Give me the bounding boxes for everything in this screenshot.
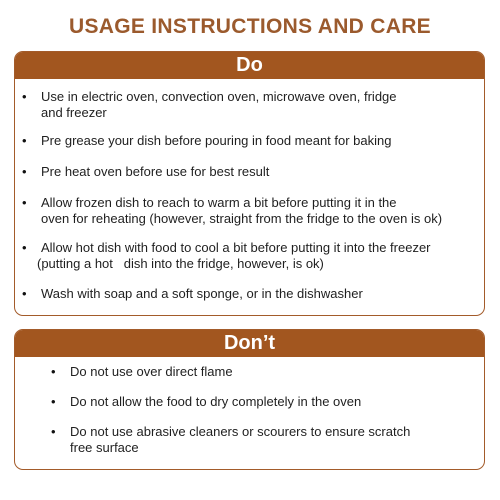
list-item (22, 195, 443, 227)
bullet-icon: • (22, 286, 27, 301)
item-text: Wash with soap and a soft sponge, or in the dishwasher (41, 286, 363, 301)
list-item (51, 424, 411, 456)
item-text: Pre grease your dish before pouring in food meant for baking (41, 133, 392, 148)
list-item (22, 286, 363, 302)
bullet-icon: • (22, 195, 27, 210)
bullet-icon: • (22, 89, 27, 104)
list-item (22, 133, 392, 149)
list-item (22, 89, 397, 121)
do-header: Do (15, 52, 484, 79)
bullet-icon: • (22, 240, 27, 255)
dont-card (14, 329, 485, 470)
item-text-continued: and freezer (41, 105, 107, 120)
item-text-continued: oven for reheating (however, straight from the fridge to the oven is ok) (41, 211, 443, 226)
item-text-continued: (putting a hot dish into the fridge, however, is ok) (37, 256, 324, 271)
bullet-icon: • (22, 133, 27, 148)
item-text: Allow frozen dish to reach to warm a bit before putting it in the (41, 195, 397, 210)
bullet-icon: • (51, 424, 56, 439)
bullet-icon: • (51, 364, 56, 379)
bullet-icon: • (22, 164, 27, 179)
bullet-icon: • (51, 394, 56, 409)
item-text: Use in electric oven, convection oven, microwave oven, fridge (41, 89, 397, 104)
item-text: Pre heat oven before use for best result (41, 164, 270, 179)
item-text: Do not use abrasive cleaners or scourers to ensure scratch (70, 424, 411, 439)
item-text: Allow hot dish with food to cool a bit before putting it into the freezer (41, 240, 431, 255)
page-title: USAGE INSTRUCTIONS AND CARE (68, 15, 431, 38)
list-item (51, 394, 362, 410)
dont-header: Don’t (15, 330, 484, 357)
item-text: Do not allow the food to dry completely in the oven (70, 394, 362, 409)
list-item (22, 164, 270, 180)
item-text: Do not use over direct flame (70, 364, 233, 379)
list-item (51, 364, 233, 380)
item-text-continued: free surface (70, 440, 139, 455)
list-item (22, 240, 431, 272)
do-card (14, 51, 485, 316)
